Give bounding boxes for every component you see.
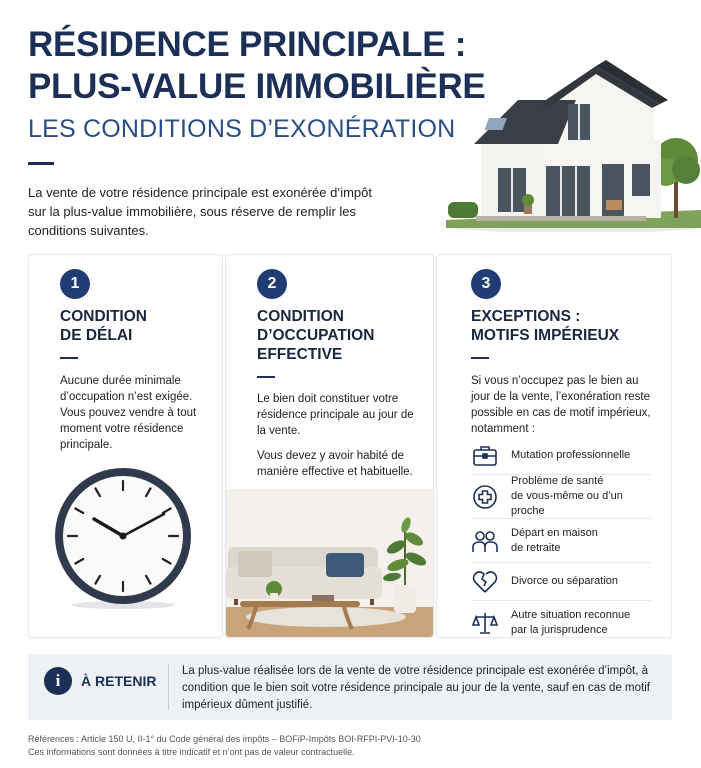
reason-label-line-1: Départ en maison: [511, 526, 598, 539]
reason-label-line-2: de vous-même ou d’un proche: [511, 490, 623, 517]
card-text: Si vous n’occupez pas le bien au jour de la vente, l’exonération reste possible en cas de motif impérieux, notamment :: [471, 375, 651, 435]
info-icon: i: [44, 667, 72, 695]
card-title: [471, 307, 619, 345]
card-title-line-2: DE DÉLAI: [60, 327, 133, 344]
reason-label: [511, 526, 598, 556]
page-title: [28, 24, 486, 108]
card-title-line-2: D’OCCUPATION: [257, 327, 375, 344]
card-title-line-2: MOTIFS IMPÉRIEUX: [471, 327, 620, 344]
card-text-paragraph-2: Vous devez y avoir habité de manière effective et habituelle.: [257, 450, 413, 478]
card-title: [257, 307, 374, 364]
house-illustration: [436, 60, 701, 232]
list-item: [471, 563, 651, 601]
card-title: [60, 307, 147, 345]
reason-label: [511, 474, 651, 519]
list-item: [471, 475, 651, 519]
card-title-line-1: EXCEPTIONS :: [471, 308, 581, 325]
card-text-paragraph-1: Le bien doit constituer votre résidence principale au jour de la vente.: [257, 393, 414, 437]
reason-label: Divorce ou séparation: [511, 575, 619, 587]
scales-icon: [471, 609, 499, 637]
step-badge-2: 2: [257, 269, 287, 299]
card-divider: [60, 357, 78, 359]
reason-label-line-1: Problème de santé: [511, 475, 604, 487]
intro-text: La vente de votre résidence principale est exonérée d’impôt sur la plus-value immobilière, sous réserve de remplir les conditions suivantes.: [28, 185, 372, 238]
reason-label: Mutation professionnelle: [511, 449, 631, 461]
step-badge-3: 3: [471, 269, 501, 299]
references: [28, 733, 421, 759]
card-exceptions: [436, 254, 672, 638]
broken-heart-icon: [471, 568, 499, 596]
disclaimer-line: Ces informations sont données à titre indicatif et n’ont pas de valeur contractuelle.: [28, 747, 355, 757]
list-item: [471, 437, 651, 475]
key-takeaway-panel: [28, 654, 672, 720]
header-divider: [28, 162, 54, 165]
medical-cross-icon: [471, 483, 499, 511]
references-line-1: Références : Article 150 U, II-1° du Code général des impôts – BOFiP-Impôts BOI-RFPI-PVI-10-30: [28, 734, 421, 744]
page-title-line-1: RÉSIDENCE PRINCIPALE :: [28, 25, 467, 64]
card-divider: [257, 376, 275, 378]
card-text: Aucune durée minimale d’occupation n’est exigée. Vous pouvez vendre à tout moment votre résidence principale.: [60, 375, 197, 451]
key-takeaway-label: À RETENIR: [81, 673, 157, 689]
card-text: [257, 391, 417, 480]
card-occupation-condition: [225, 254, 434, 638]
reason-label-line-2: de retraite: [511, 541, 561, 554]
card-delay-condition: [28, 254, 223, 638]
couple-icon: [471, 527, 499, 555]
reasons-list: [471, 437, 651, 638]
clock-illustration: [52, 467, 194, 609]
key-takeaway-text: La plus-value réalisée lors de la vente de votre résidence principale est exonérée d’impôt, à condition que le bien soit votre résidence principale au jour de la vente, sauf en cas de motif impérieux dûment justifié.: [182, 665, 650, 711]
step-badge-1: 1: [60, 269, 90, 299]
living-room-illustration: [226, 489, 434, 638]
card-divider: [471, 357, 489, 359]
card-title-line-1: CONDITION: [60, 308, 147, 325]
list-item: [471, 601, 651, 638]
reason-label-line-2: par la jurisprudence: [511, 624, 608, 636]
list-item: [471, 519, 651, 563]
page-title-line-2: PLUS-VALUE IMMOBILIÈRE: [28, 67, 486, 106]
reason-label: [511, 608, 630, 638]
briefcase-icon: [471, 442, 499, 470]
card-title-line-1: CONDITION: [257, 308, 344, 325]
panel-separator: [168, 664, 169, 710]
page-subtitle: LES CONDITIONS D’EXONÉRATION: [28, 115, 456, 143]
card-title-line-3: EFFECTIVE: [257, 346, 343, 363]
header: [28, 24, 486, 240]
reason-label-line-1: Autre situation reconnue: [511, 609, 631, 621]
